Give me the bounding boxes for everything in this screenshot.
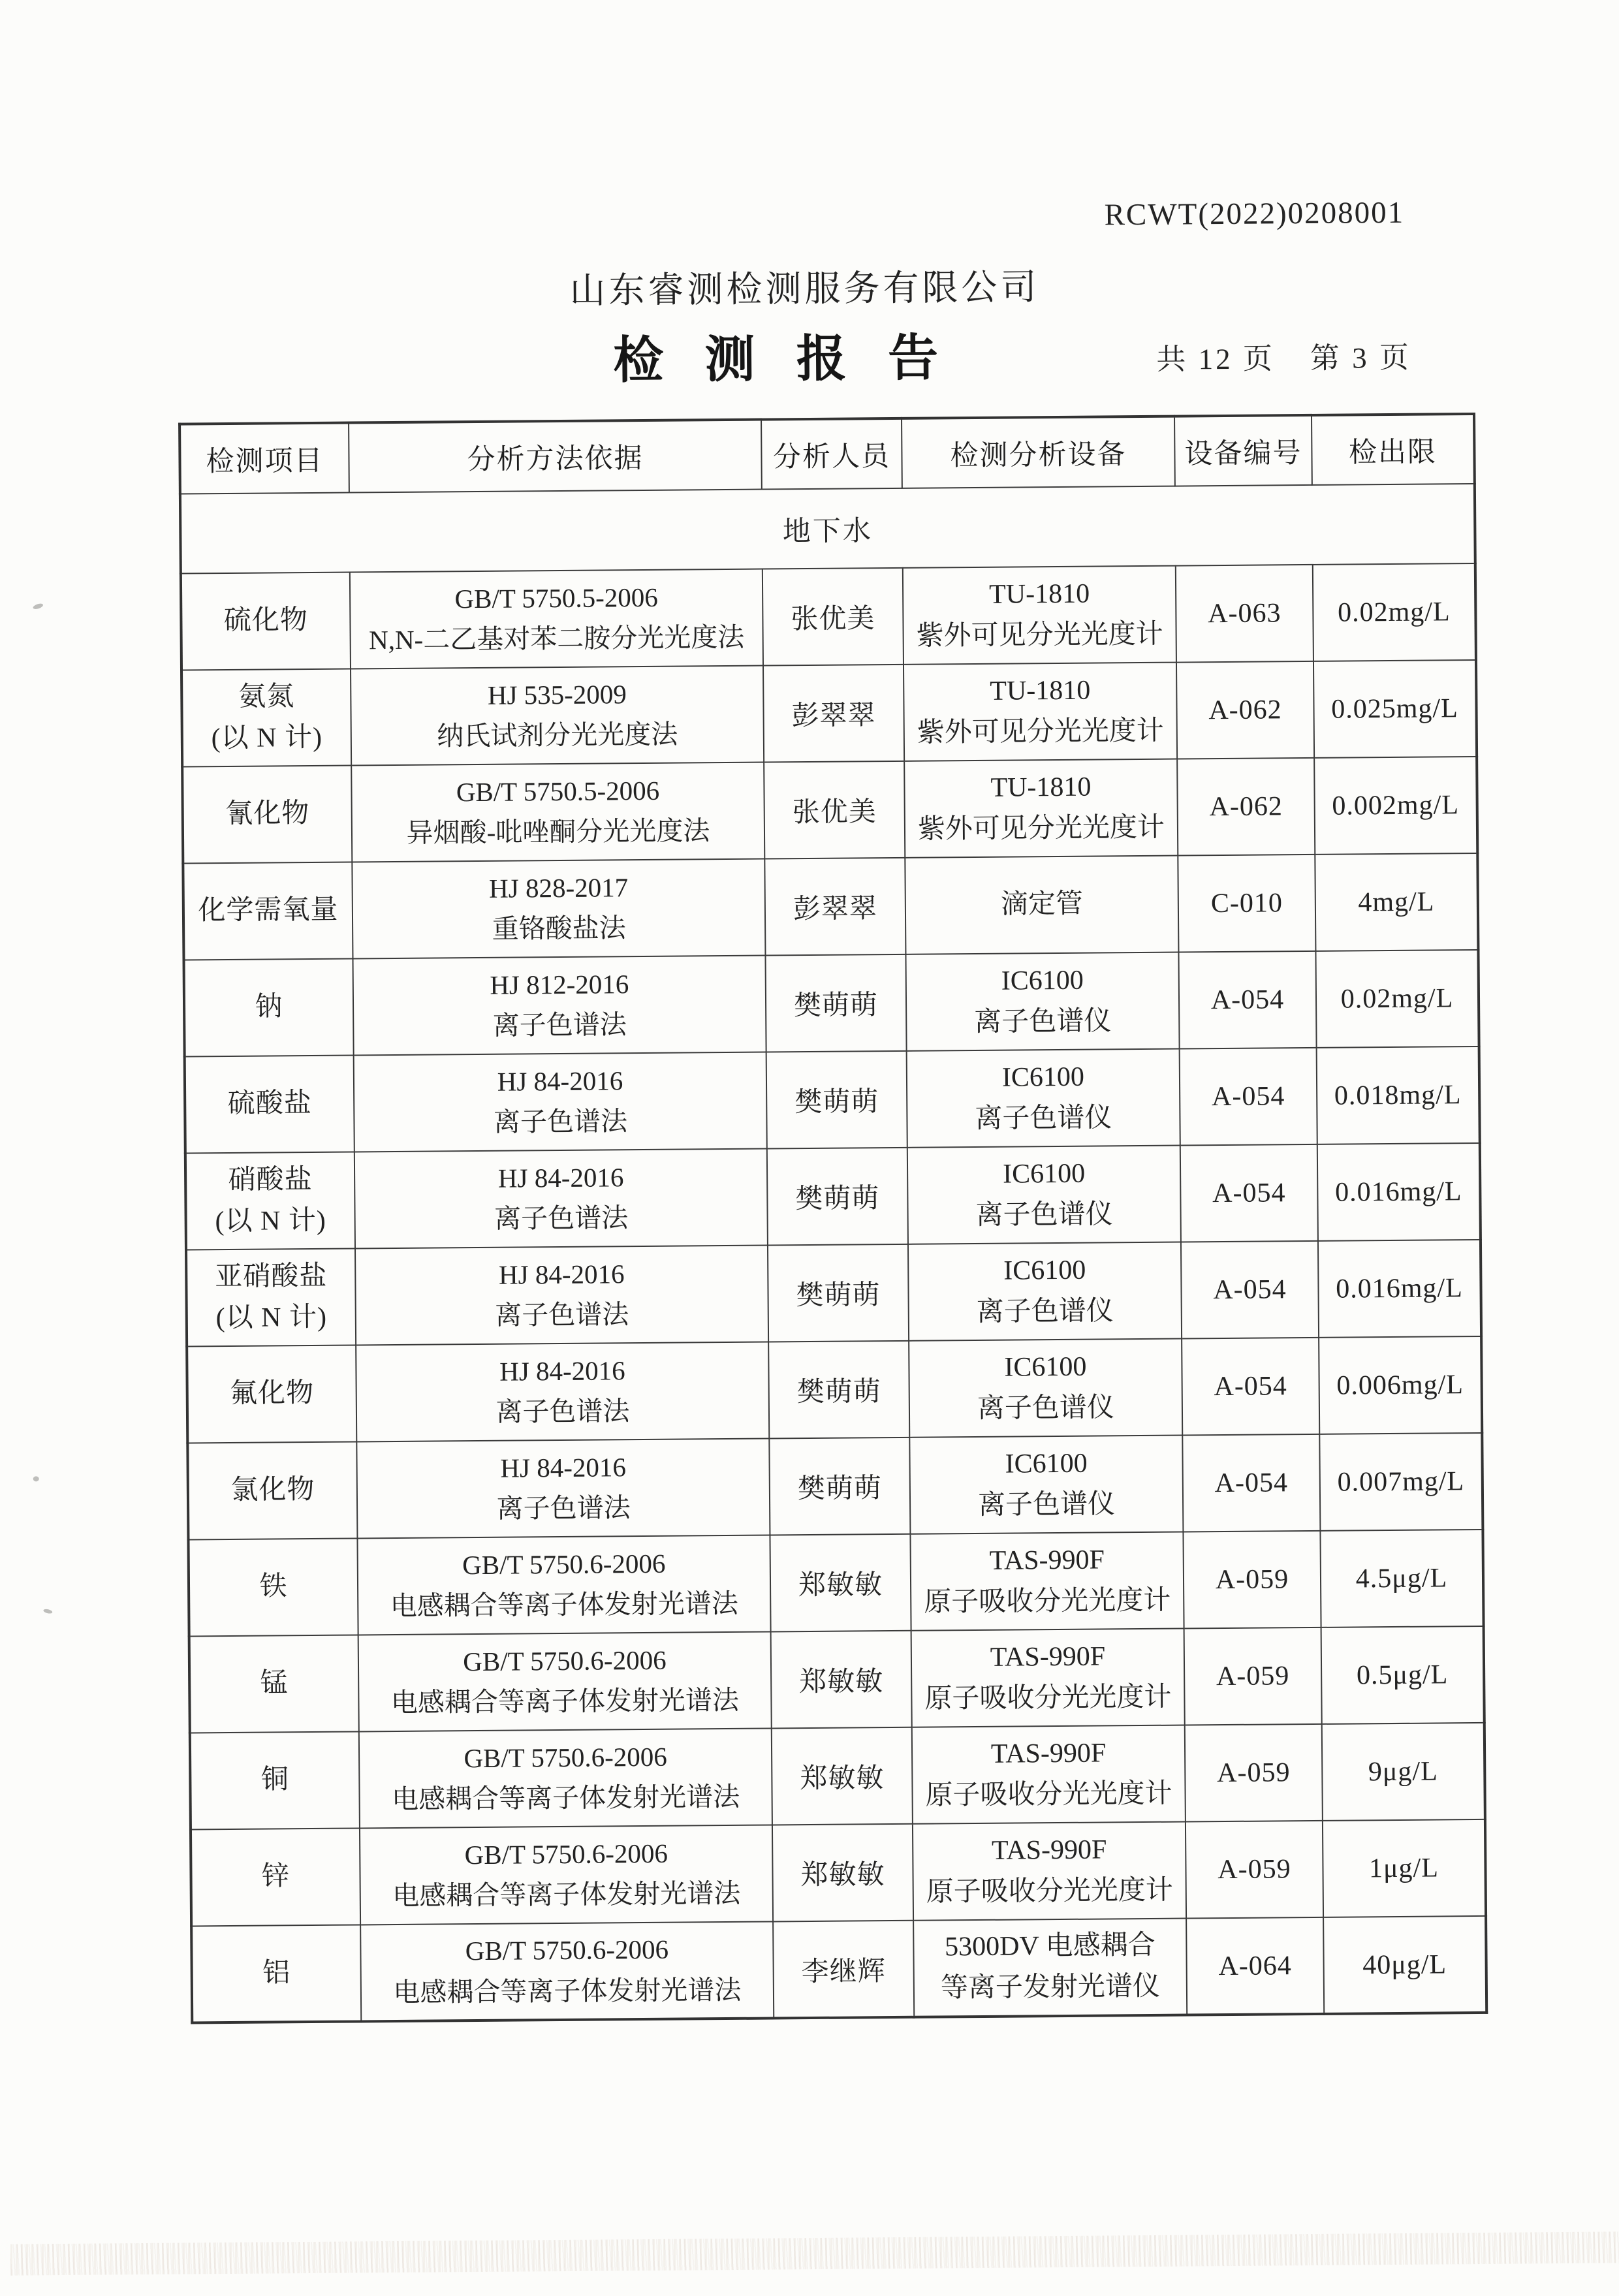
cell-equipment bbox=[908, 1242, 1182, 1341]
method-name: N,N-二乙基对苯二胺分光光度法 bbox=[368, 622, 745, 655]
equipment-name: 原子吸收分光光度计 bbox=[924, 1682, 1172, 1714]
table-row bbox=[188, 1530, 1483, 1637]
report-title: 检 测 报 告 bbox=[612, 330, 953, 389]
cell-equipment bbox=[907, 1146, 1181, 1244]
cell-test-item bbox=[181, 669, 351, 767]
equipment-model: TU-1810 bbox=[988, 578, 1090, 610]
cell-detection-limit: 9μg/L bbox=[1322, 1723, 1485, 1821]
method-name: 离子色谱法 bbox=[496, 1492, 631, 1524]
equipment-model: IC6100 bbox=[1004, 1351, 1087, 1383]
cell-analyst: 郑敏敏 bbox=[772, 1824, 913, 1922]
cell-test-item bbox=[185, 1055, 354, 1153]
cell-method-basis bbox=[354, 1149, 768, 1249]
cell-device-number: C-010 bbox=[1178, 855, 1315, 952]
cell-analyst: 郑敏敏 bbox=[772, 1727, 913, 1825]
equipment-model: TAS-990F bbox=[990, 1641, 1106, 1673]
table-row bbox=[187, 1336, 1482, 1443]
method-standard-number: HJ 812-2016 bbox=[490, 968, 629, 1000]
cell-analyst: 彭翠翠 bbox=[764, 858, 905, 956]
page-number-current: 第 3 页 bbox=[1310, 341, 1412, 375]
equipment-name: 离子色谱仪 bbox=[976, 1296, 1114, 1327]
cell-analyst: 李继辉 bbox=[773, 1921, 914, 2019]
cell-device-number: A-059 bbox=[1186, 1821, 1323, 1919]
table-row bbox=[186, 1240, 1481, 1347]
test-item-name: 氟化物 bbox=[230, 1378, 315, 1409]
table-row bbox=[189, 1626, 1485, 1733]
equipment-model: IC6100 bbox=[1002, 1158, 1086, 1189]
method-name: 电感耦合等离子体发射光谱法 bbox=[390, 1588, 738, 1622]
header-analyst: 分析人员 bbox=[761, 418, 902, 490]
cell-equipment bbox=[913, 1919, 1187, 2017]
cell-method-basis bbox=[351, 666, 764, 766]
cell-device-number: A-059 bbox=[1184, 1628, 1322, 1725]
cell-method-basis bbox=[358, 1632, 772, 1732]
cell-analyst: 张优美 bbox=[762, 568, 904, 666]
method-standard-number: HJ 84-2016 bbox=[497, 1065, 623, 1097]
company-name: 山东睿测检测服务有限公司 bbox=[569, 267, 1040, 311]
test-item-name: 锌 bbox=[261, 1861, 291, 1893]
cell-test-item bbox=[188, 1538, 358, 1636]
table-row bbox=[187, 1433, 1483, 1540]
equipment-name: 紫外可见分光光度计 bbox=[917, 812, 1165, 845]
table-row bbox=[184, 950, 1479, 1057]
equipment-name: 原子吸收分光光度计 bbox=[924, 1585, 1171, 1618]
cell-test-item bbox=[183, 862, 353, 960]
test-item-name: 氨氮 bbox=[238, 682, 295, 712]
method-standard-number: GB/T 5750.6-2006 bbox=[465, 1934, 669, 1966]
cell-detection-limit: 4.5μg/L bbox=[1320, 1530, 1483, 1628]
cell-detection-limit: 4mg/L bbox=[1315, 853, 1478, 951]
cell-device-number: A-054 bbox=[1178, 951, 1316, 1049]
equipment-model: IC6100 bbox=[1003, 1255, 1086, 1286]
cell-detection-limit: 0.007mg/L bbox=[1319, 1433, 1483, 1531]
header-detection-limit: 检出限 bbox=[1312, 414, 1475, 485]
cell-analyst: 樊萌萌 bbox=[766, 1051, 907, 1149]
table-row bbox=[191, 1819, 1486, 1926]
cell-method-basis bbox=[360, 1921, 774, 2021]
table-body bbox=[180, 484, 1486, 2023]
equipment-name: 离子色谱仪 bbox=[977, 1392, 1115, 1424]
cell-test-item bbox=[182, 766, 352, 864]
cell-analyst: 郑敏敏 bbox=[771, 1631, 912, 1729]
cell-equipment bbox=[909, 1436, 1183, 1534]
equipment-model: 5300DV 电感耦合 bbox=[945, 1930, 1155, 1962]
equipment-model: TAS-990F bbox=[990, 1738, 1107, 1769]
cell-equipment bbox=[909, 1339, 1182, 1438]
cell-method-basis bbox=[354, 1052, 767, 1152]
equipment-name: 原子吸收分光光度计 bbox=[926, 1875, 1173, 1908]
cell-test-item bbox=[189, 1635, 359, 1733]
cell-test-item bbox=[186, 1248, 356, 1346]
analysis-method-table bbox=[178, 413, 1488, 2024]
method-standard-number: HJ 84-2016 bbox=[500, 1451, 627, 1483]
method-name: 电感耦合等离子体发射光谱法 bbox=[391, 1782, 740, 1815]
test-item-name: 硫化物 bbox=[223, 605, 309, 637]
equipment-name: 离子色谱仪 bbox=[975, 1103, 1112, 1134]
cell-equipment bbox=[913, 1822, 1186, 1921]
cell-method-basis bbox=[355, 1246, 768, 1345]
cell-detection-limit: 0.025mg/L bbox=[1313, 660, 1477, 758]
page-count-total: 共 12 页 bbox=[1156, 342, 1276, 376]
equipment-model: TAS-990F bbox=[989, 1545, 1105, 1576]
cell-method-basis bbox=[360, 1825, 773, 1925]
cell-analyst: 郑敏敏 bbox=[770, 1534, 911, 1632]
equipment-name: 离子色谱仪 bbox=[974, 1006, 1112, 1037]
header-device-no: 设备编号 bbox=[1174, 415, 1312, 486]
cell-device-number: A-054 bbox=[1181, 1241, 1319, 1339]
test-item-qualifier: (以 N 计) bbox=[215, 1302, 328, 1334]
equipment-name: 紫外可见分光光度计 bbox=[916, 619, 1163, 652]
table-header-row bbox=[180, 414, 1475, 494]
table-row bbox=[185, 1143, 1481, 1250]
method-name: 离子色谱法 bbox=[493, 1106, 628, 1138]
table-row bbox=[191, 1916, 1486, 2023]
cell-equipment bbox=[912, 1725, 1186, 1824]
header-test-item: 检测项目 bbox=[180, 423, 349, 494]
section-row-groundwater bbox=[180, 484, 1475, 574]
cell-analyst: 樊萌萌 bbox=[768, 1244, 909, 1342]
method-standard-number: GB/T 5750.5-2006 bbox=[456, 775, 660, 807]
cell-device-number: A-054 bbox=[1180, 1048, 1317, 1146]
table-row bbox=[185, 1046, 1480, 1154]
scan-speck bbox=[33, 1476, 39, 1481]
cell-method-basis bbox=[352, 859, 765, 959]
test-item-name: 亚硝酸盐 bbox=[215, 1261, 328, 1293]
cell-detection-limit: 0.006mg/L bbox=[1319, 1336, 1482, 1434]
equipment-name: 紫外可见分光光度计 bbox=[917, 716, 1164, 748]
method-standard-number: HJ 535-2009 bbox=[487, 678, 627, 710]
method-name: 电感耦合等离子体发射光谱法 bbox=[390, 1685, 740, 1718]
cell-device-number: A-054 bbox=[1180, 1144, 1318, 1242]
cell-device-number: A-062 bbox=[1176, 661, 1314, 759]
method-standard-number: GB/T 5750.6-2006 bbox=[464, 1838, 668, 1870]
cell-test-item bbox=[190, 1731, 360, 1829]
cell-device-number: A-059 bbox=[1185, 1724, 1323, 1822]
test-item-name: 锰 bbox=[260, 1668, 289, 1699]
scan-speck bbox=[33, 603, 44, 610]
method-name: 电感耦合等离子体发射光谱法 bbox=[393, 1974, 742, 2007]
cell-analyst: 樊萌萌 bbox=[769, 1438, 910, 1535]
equipment-model: 滴定管 bbox=[1000, 889, 1084, 920]
cell-method-basis bbox=[357, 1535, 770, 1635]
document-number: RCWT(2022)0208001 bbox=[1104, 195, 1405, 232]
cell-test-item bbox=[185, 1152, 355, 1250]
header-equipment: 检测分析设备 bbox=[902, 417, 1175, 488]
method-name: 异烟酸-吡唑酮分光光度法 bbox=[406, 815, 710, 849]
equipment-model: TAS-990F bbox=[991, 1834, 1107, 1866]
cell-analyst: 樊萌萌 bbox=[765, 954, 906, 1052]
equipment-model: TU-1810 bbox=[990, 772, 1092, 803]
method-standard-number: GB/T 5750.6-2006 bbox=[462, 1548, 666, 1580]
cell-analyst: 樊萌萌 bbox=[768, 1341, 909, 1439]
method-name: 纳氏试剂分光光度法 bbox=[437, 719, 678, 751]
test-item-name: 化学需氧量 bbox=[198, 895, 339, 926]
cell-equipment bbox=[903, 566, 1176, 665]
method-standard-number: HJ 84-2016 bbox=[499, 1355, 625, 1387]
equipment-name: 原子吸收分光光度计 bbox=[925, 1778, 1172, 1811]
test-item-name: 氯化物 bbox=[230, 1475, 315, 1506]
test-item-name: 铁 bbox=[259, 1571, 288, 1603]
method-name: 离子色谱法 bbox=[492, 1009, 627, 1041]
test-item-name: 硝酸盐 bbox=[228, 1164, 313, 1195]
cell-detection-limit: 40μg/L bbox=[1323, 1916, 1486, 2014]
cell-analyst: 彭翠翠 bbox=[763, 665, 904, 763]
cell-device-number: A-054 bbox=[1182, 1338, 1319, 1436]
method-standard-number: GB/T 5750.6-2006 bbox=[463, 1644, 667, 1676]
method-name: 电感耦合等离子体发射光谱法 bbox=[392, 1878, 741, 1911]
cell-equipment bbox=[904, 759, 1178, 858]
scan-speck bbox=[43, 1609, 53, 1614]
cell-test-item bbox=[191, 1925, 361, 2022]
equipment-name: 等离子发射光谱仪 bbox=[940, 1972, 1161, 2004]
method-name: 离子色谱法 bbox=[494, 1203, 629, 1234]
method-name: 离子色谱法 bbox=[495, 1299, 629, 1331]
page-info bbox=[1156, 334, 1411, 378]
test-item-name: 硫酸盐 bbox=[227, 1088, 312, 1120]
test-item-qualifier: (以 N 计) bbox=[211, 722, 323, 754]
cell-method-basis bbox=[353, 956, 766, 1056]
test-item-qualifier: (以 N 计) bbox=[215, 1205, 326, 1237]
method-name: 离子色谱法 bbox=[495, 1396, 630, 1428]
cell-device-number: A-059 bbox=[1183, 1531, 1321, 1629]
cell-test-item bbox=[184, 958, 354, 1056]
cell-detection-limit: 0.018mg/L bbox=[1317, 1046, 1480, 1144]
cell-method-basis bbox=[351, 763, 764, 862]
cell-test-item bbox=[187, 1441, 357, 1539]
equipment-name: 离子色谱仪 bbox=[977, 1489, 1116, 1520]
equipment-model: TU-1810 bbox=[990, 675, 1091, 706]
cell-analyst: 樊萌萌 bbox=[767, 1148, 908, 1246]
cell-method-basis bbox=[356, 1342, 769, 1442]
cell-test-item bbox=[187, 1345, 356, 1443]
cell-equipment bbox=[905, 952, 1179, 1051]
test-item-name: 铜 bbox=[260, 1765, 290, 1796]
cell-method-basis bbox=[350, 569, 763, 669]
table-row bbox=[181, 563, 1476, 670]
cell-detection-limit: 0.02mg/L bbox=[1315, 950, 1479, 1048]
cell-test-item bbox=[181, 573, 351, 670]
cell-detection-limit: 0.002mg/L bbox=[1314, 757, 1477, 855]
table-row bbox=[181, 660, 1477, 767]
cell-detection-limit: 0.02mg/L bbox=[1313, 563, 1476, 661]
cell-device-number: A-064 bbox=[1186, 1917, 1324, 2015]
cell-equipment bbox=[910, 1532, 1184, 1631]
cell-equipment bbox=[904, 663, 1177, 761]
cell-detection-limit: 0.016mg/L bbox=[1318, 1240, 1481, 1338]
method-standard-number: GB/T 5750.6-2006 bbox=[464, 1741, 667, 1773]
header-method-basis: 分析方法依据 bbox=[349, 420, 762, 493]
section-label: 地下水 bbox=[180, 484, 1475, 574]
cell-method-basis bbox=[359, 1728, 772, 1828]
method-standard-number: HJ 84-2016 bbox=[497, 1161, 624, 1193]
cell-detection-limit: 0.016mg/L bbox=[1317, 1143, 1481, 1241]
equipment-model: IC6100 bbox=[1001, 965, 1084, 996]
cell-test-item bbox=[191, 1828, 360, 1926]
table-row bbox=[183, 853, 1478, 960]
cell-device-number: A-063 bbox=[1176, 565, 1313, 663]
cell-equipment bbox=[907, 1049, 1180, 1148]
table-row bbox=[190, 1723, 1485, 1830]
test-item-name: 氰化物 bbox=[225, 798, 310, 830]
cell-device-number: A-054 bbox=[1182, 1434, 1320, 1532]
test-item-name: 钠 bbox=[255, 992, 283, 1023]
equipment-name: 离子色谱仪 bbox=[975, 1199, 1113, 1231]
equipment-model: IC6100 bbox=[1005, 1448, 1088, 1479]
cell-analyst: 张优美 bbox=[764, 761, 905, 859]
scan-edge-noise bbox=[10, 2231, 1619, 2275]
cell-detection-limit: 0.5μg/L bbox=[1321, 1626, 1485, 1724]
cell-equipment bbox=[911, 1629, 1185, 1727]
equipment-model: IC6100 bbox=[1001, 1062, 1085, 1093]
test-item-name: 铝 bbox=[262, 1958, 291, 1989]
cell-device-number: A-062 bbox=[1177, 758, 1315, 856]
cell-detection-limit: 1μg/L bbox=[1323, 1819, 1486, 1917]
cell-method-basis bbox=[356, 1439, 770, 1539]
method-standard-number: HJ 84-2016 bbox=[498, 1258, 625, 1290]
table-row bbox=[182, 757, 1477, 864]
method-name: 重铬酸盐法 bbox=[492, 913, 626, 945]
method-standard-number: HJ 828-2017 bbox=[488, 872, 629, 904]
method-standard-number: GB/T 5750.5-2006 bbox=[454, 582, 658, 614]
cell-equipment bbox=[905, 856, 1178, 954]
